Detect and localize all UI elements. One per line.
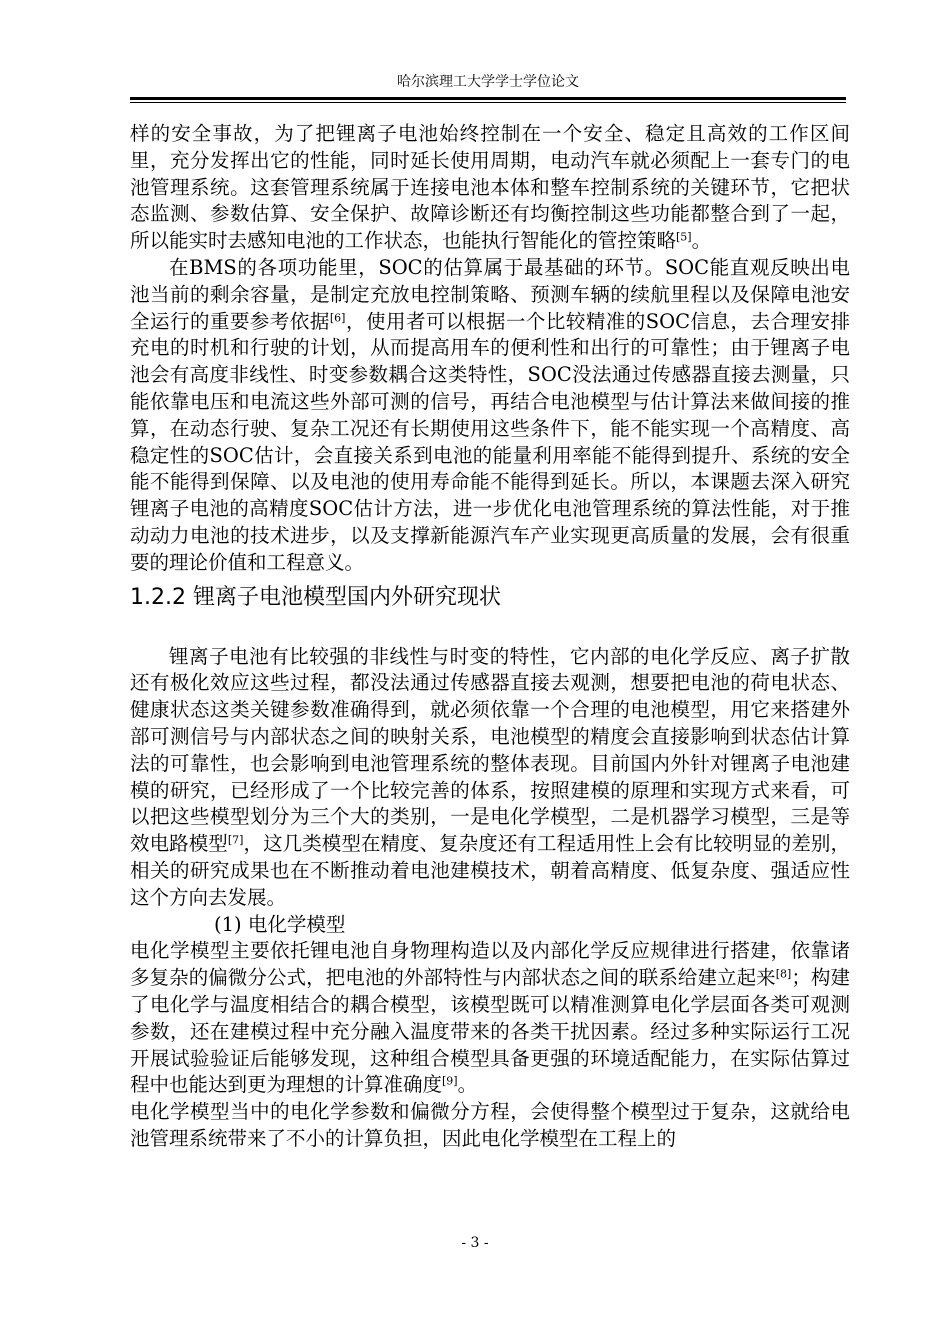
citation: [7] bbox=[227, 833, 244, 847]
subsection-title: (1) 电化学模型 bbox=[214, 912, 346, 936]
paragraph-tail: 。 bbox=[691, 229, 712, 253]
body-text bbox=[130, 121, 850, 1153]
paragraph-tail: ，使用者可以根据一个比较精准的SOC信息，去合理安排充电的时机和行驶的计划，从而提高用车的便利性和出行的可靠性；由于锂离子电池会有高度非线性、时变参数耦合这类特性，SOC没法通过传感器直接去测量，只能依靠电压和电流这些外部可测的信号，再结合电池模型与估计算法来做间接的推算，在动态行驶、复杂工况还有长期使用这些条件下，能不能实现一个高精度、高稳定性的SOC估计，会直接关系到电池的能量利用率能不能得到提升、系统的安全能不能得到保障、以及电池的使用寿命能不能得到延长。所以，本课题去深入研究锂离子电池的高精度SOC估计方法，进一步优化电池管理系统的算法性能，对于推动动力电池的技术进步，以及支撑新能源汽车产业实现更高质量的发展，会有很重要的理论价值和工程意义。 bbox=[130, 309, 850, 574]
paragraph-text: 样的安全事故，为了把锂离子电池始终控制在一个安全、稳定且高效的工作区间里，充分发挥出它的性能，同时延长使用周期，电动汽车就必须配上一套专门的电池管理系统。这套管理系统属于连接电池本体和整车控制系统的关键环节，它把状态监测、参数估算、安全保护、故障诊断还有均衡控制这些功能都整合到了一起，所以能实时去感知电池的工作状态，也能执行智能化的管控策略 bbox=[130, 122, 850, 253]
paragraph-text: 锂离子电池有比较强的非线性与时变的特性，它内部的电化学反应、离子扩散还有极化效应这些过程，都没法通过传感器直接去观测，想要把电池的荷电状态、健康状态这类关键参数准确得到，就必须依靠一个合理的电池模型，用它来搭建外部可测信号与内部状态之间的映射关系，电池模型的精度会直接影响到状态估计算法的可靠性，也会影响到电池管理系统的整体表现。目前国内外针对锂离子电池建模的研究，已经形成了一个比较完善的体系，按照建模的原理和实现方式来看，可以把这些模型划分为三个大的类别，一是电化学模型，二是机器学习模型，三是等效电路模型 bbox=[130, 644, 850, 856]
citation: [9] bbox=[442, 1074, 458, 1088]
paragraph bbox=[130, 938, 850, 1099]
paragraph bbox=[130, 255, 850, 577]
paragraph-text: 在BMS的各项功能里，SOC的估算属于最基础的环节。SOC能直观反映出电池当前的剩余容量，是制定充放电控制策略、预测车辆的续航里程以及保障电池安全运行的重要参考依据 bbox=[130, 255, 850, 333]
paragraph-text: 电化学模型主要依托锂电池自身物理构造以及内部化学反应规律进行搭建，依靠诸多复杂的偏微分公式，把电池的外部特性与内部状态之间的联系给建立起来 bbox=[130, 939, 850, 990]
citation: [5] bbox=[676, 230, 692, 244]
paragraph-text: 电化学模型当中的电化学参数和偏微分方程，会使得整个模型过于复杂，这就给电池管理系统带来了不小的计算负担，因此电化学模型在工程上的 bbox=[130, 1100, 850, 1150]
paragraph-tail: ，这几类模型在精度、复杂度还有工程适用性上会有比较明显的差别，相关的研究成果也在不断推动着电池建模技术，朝着高精度、低复杂度、强适应性这个方向去发展。 bbox=[130, 832, 850, 909]
paragraph bbox=[130, 121, 850, 255]
paragraph bbox=[130, 1099, 850, 1153]
citation: [6] bbox=[329, 310, 346, 324]
header-rule-thin bbox=[130, 102, 846, 103]
running-header: 哈尔滨理工大学学士学位论文 bbox=[397, 74, 579, 90]
page-number: - 3 - bbox=[461, 1235, 489, 1251]
citation: [8] bbox=[775, 967, 792, 981]
header-rule-thick bbox=[130, 97, 846, 100]
paragraph bbox=[130, 644, 850, 912]
section-heading: 1.2.2 锂离子电池模型国内外研究现状 bbox=[130, 584, 501, 610]
paragraph-tail: 。 bbox=[457, 1073, 478, 1097]
paragraph-text: ；构建了电化学与温度相结合的耦合模型，该模型既可以精准测算电化学层面各类可观测参数，还在建模过程中充分融入温度带来的各类干扰因素。经过多种实际运行工况开展试验验证后能够发现，这种组合模型具备更强的环境适配能力，在实际估算过程中也能达到更为理想的计算准确度 bbox=[130, 966, 850, 1097]
